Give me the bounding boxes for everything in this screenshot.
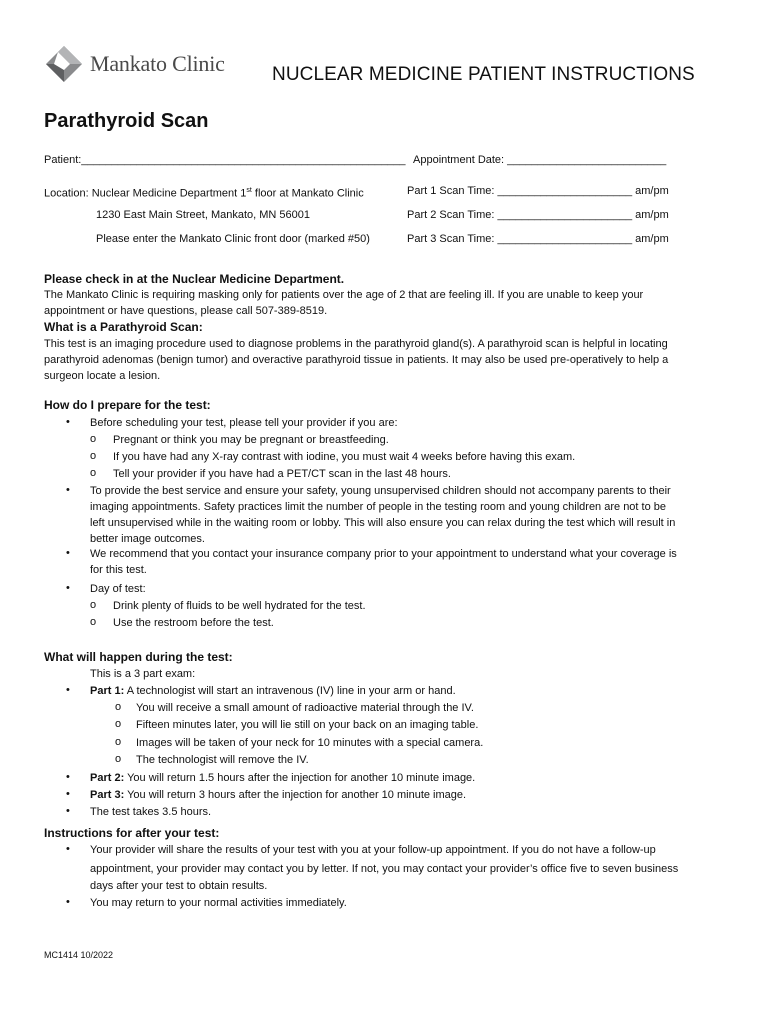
during-intro: This is a 3 part exam: (90, 668, 196, 680)
bullet: • (66, 484, 70, 496)
part-3-text: You will return 3 hours after the injection for another 10 minute image. (124, 789, 467, 801)
checkin-line-2: appointment or have questions, please call 507-389-8519. (44, 305, 328, 317)
after-heading: Instructions for after your test: (44, 826, 220, 840)
sub-bullet: o (90, 616, 97, 628)
prepare-item-2-line-3: left unsupervised while in the waiting room or lobby. This will also ensure you can relax during the test which will result in (90, 517, 676, 529)
location-tail: floor at Mankato Clinic (251, 187, 364, 200)
part-1-text: A technologist will start an intravenous (IV) line in your arm or hand. (124, 685, 456, 697)
part-3-label: Part 3: (90, 789, 125, 801)
prepare-item-1-sub-2: If you have had any X-ray contrast with iodine, you must wait 4 weeks before having this exam. (113, 451, 576, 463)
bullet: • (66, 582, 70, 594)
during-part-2 (90, 771, 475, 785)
sub-bullet: o (115, 701, 122, 713)
sub-bullet: o (90, 433, 97, 445)
prepare-heading: How do I prepare for the test: (44, 398, 211, 412)
after-item-1-line-2: appointment, your provider may contact you by letter. If not, you may contact your provider’s office five to seven business (90, 863, 679, 875)
prepare-item-3-line-2: for this test. (90, 564, 147, 576)
part2-scan-time-field[interactable]: Part 2 Scan Time: ______________________ am/pm (407, 209, 669, 221)
what-is-line-3: surgeon locate a lesion. (44, 370, 161, 382)
sub-bullet: o (90, 467, 97, 479)
patient-field[interactable]: Patient:_____________________________________________________ (44, 154, 406, 166)
bullet: • (66, 547, 70, 559)
sub-bullet: o (115, 718, 122, 730)
after-item-1-line-3: days after your test to obtain results. (90, 880, 268, 892)
location-text: Location: Nuclear Medicine Department 1 (44, 187, 247, 200)
during-part-1-sub-1: You will receive a small amount of radioactive material through the IV. (136, 702, 474, 714)
sub-bullet: o (115, 753, 122, 765)
prepare-item-1: Before scheduling your test, please tell your provider if you are: (90, 417, 398, 429)
during-heading: What will happen during the test: (44, 650, 233, 664)
bullet: • (66, 843, 70, 855)
address-line: 1230 East Main Street, Mankato, MN 56001 (96, 209, 311, 221)
bullet: • (66, 684, 70, 696)
door-line: Please enter the Mankato Clinic front door (marked #50) (96, 233, 370, 245)
footer-code: MC1414 10/2022 (44, 950, 114, 960)
prepare-item-1-sub-1: Pregnant or think you may be pregnant or breastfeeding. (113, 434, 389, 446)
part-1-label: Part 1: (90, 685, 125, 697)
prepare-item-2-line-4: better image outcomes. (90, 533, 205, 545)
page-title: Parathyroid Scan (44, 110, 209, 132)
during-part-1-sub-2: Fifteen minutes later, you will lie still on your back on an imaging table. (136, 719, 479, 731)
prepare-item-2-line-2: imaging appointments. Safety practices limit the number of people in the testing room and young children are not to be (90, 501, 667, 513)
logo-text: Mankato Clinic (90, 51, 225, 76)
location-line (44, 184, 364, 201)
document-title: NUCLEAR MEDICINE PATIENT INSTRUCTIONS (272, 64, 695, 85)
after-item-2: You may return to your normal activities immediately. (90, 897, 347, 909)
part-2-text: You will return 1.5 hours after the injection for another 10 minute image. (124, 772, 476, 784)
what-is-heading: What is a Parathyroid Scan: (44, 320, 203, 334)
during-total: The test takes 3.5 hours. (90, 806, 212, 818)
prepare-item-4-sub-1: Drink plenty of fluids to be well hydrated for the test. (113, 600, 366, 612)
prepare-item-1-sub-3: Tell your provider if you have had a PET/CT scan in the last 48 hours. (113, 468, 451, 480)
part1-scan-time-field[interactable]: Part 1 Scan Time: ______________________ am/pm (407, 185, 669, 197)
prepare-item-2-line-1: To provide the best service and ensure your safety, young unsupervised children should not accompany parents to their (90, 485, 671, 497)
sub-bullet: o (115, 736, 122, 748)
during-part-1 (90, 684, 456, 698)
appointment-date-field[interactable]: Appointment Date: __________________________ (413, 154, 667, 166)
bullet: • (66, 771, 70, 783)
during-part-3 (90, 788, 466, 802)
bullet: • (66, 788, 70, 800)
mankato-clinic-logo (44, 44, 225, 84)
prepare-item-4-sub-2: Use the restroom before the test. (113, 617, 274, 629)
sub-bullet: o (90, 450, 97, 462)
during-part-1-sub-4: The technologist will remove the IV. (136, 754, 309, 766)
checkin-heading: Please check in at the Nuclear Medicine Department. (44, 272, 345, 286)
bullet: • (66, 416, 70, 428)
part-2-label: Part 2: (90, 772, 125, 784)
clinic-logo-icon (44, 44, 84, 84)
during-part-1-sub-3: Images will be taken of your neck for 10 minutes with a special camera. (136, 737, 484, 749)
after-item-1-line-1: Your provider will share the results of your test with you at your follow-up appointment. If you do not have a follow-up (90, 844, 656, 856)
what-is-line-2: parathyroid adenomas (benign tumor) and overactive parathyroid tissue in patients. It may also be used pre-operatively to help a (44, 354, 669, 366)
location-ordinal: st (246, 187, 252, 194)
part3-scan-time-field[interactable]: Part 3 Scan Time: ______________________ am/pm (407, 233, 669, 245)
bullet: • (66, 805, 70, 817)
sub-bullet: o (90, 599, 97, 611)
prepare-item-3-line-1: We recommend that you contact your insurance company prior to your appointment to understand what your coverage is (90, 548, 677, 560)
bullet: • (66, 896, 70, 908)
prepare-item-4: Day of test: (90, 583, 146, 595)
checkin-line-1: The Mankato Clinic is requiring masking only for patients over the age of 2 that are feeling ill. If you are unable to keep your (44, 289, 644, 301)
what-is-line-1: This test is an imaging procedure used to diagnose problems in the parathyroid gland(s). A parathyroid scan is helpful in locating (44, 338, 668, 350)
